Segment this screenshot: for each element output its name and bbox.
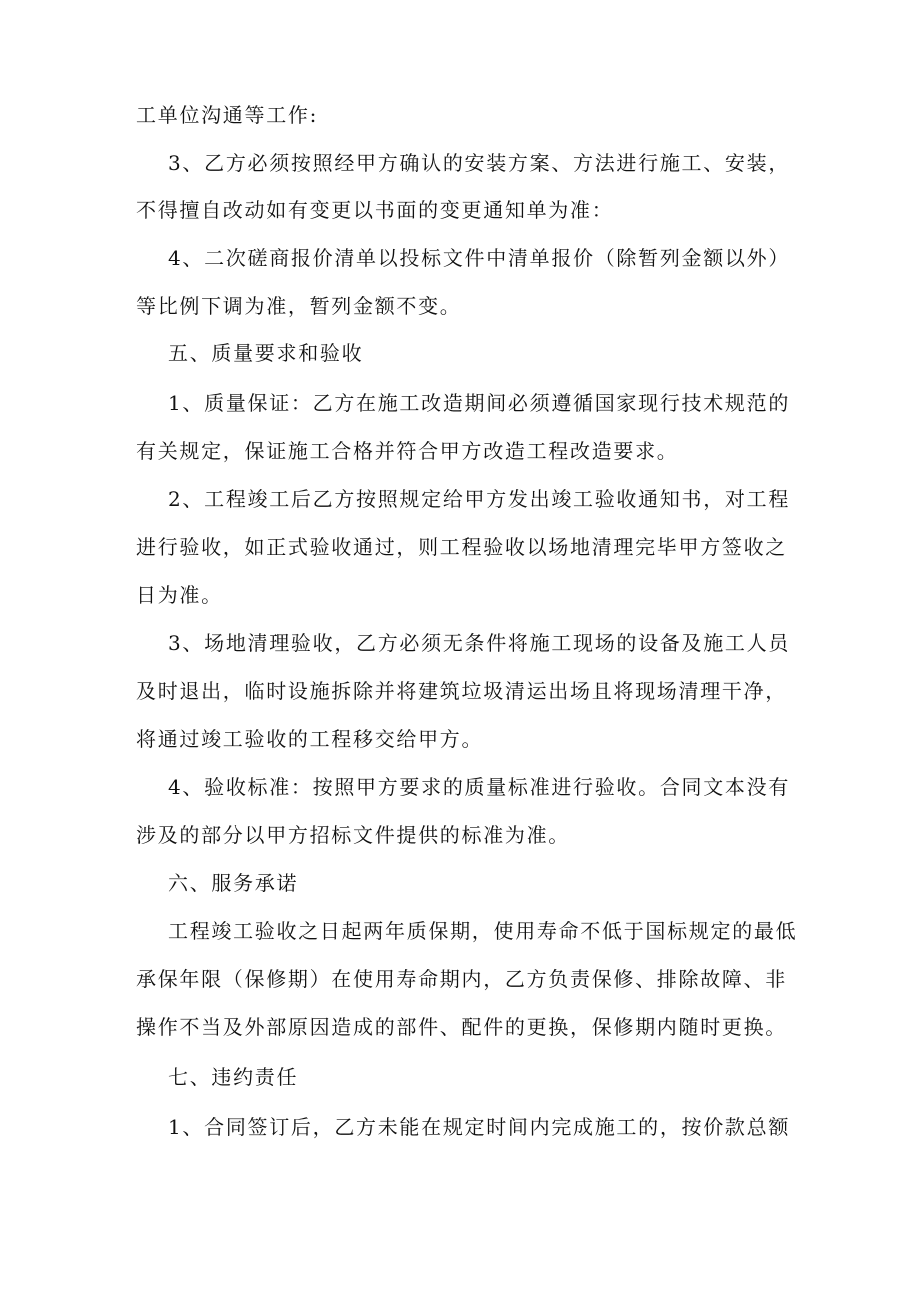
paragraph-line: 4、验收标准：按照甲方要求的质量标准进行验收。合同文本没有 <box>168 775 791 799</box>
paragraph-line: 不得擅自改动如有变更以书面的变更通知单为准： <box>136 198 614 222</box>
section-heading: 五、质量要求和验收 <box>168 341 364 365</box>
paragraph-line: 等比例下调为准，暂列金额不变。 <box>136 294 462 318</box>
paragraph-line: 3、场地清理验收，乙方必须无条件将施工现场的设备及施工人员 <box>168 631 791 655</box>
paragraph-line: 将通过竣工验收的工程移交给甲方。 <box>136 727 484 751</box>
paragraph-line: 4、二次磋商报价清单以投标文件中清单报价（除暂列金额以外） <box>168 246 791 270</box>
paragraph-line: 有关规定，保证施工合格并符合甲方改造工程改造要求。 <box>136 439 679 463</box>
paragraph-line: 操作不当及外部原因造成的部件、配件的更换，保修期内随时更换。 <box>136 1015 787 1039</box>
paragraph-line: 1、合同签订后，乙方未能在规定时间内完成施工的，按价款总额 <box>168 1115 791 1139</box>
paragraph-line: 承保年限（保修期）在使用寿命期内，乙方负责保修、排除故障、非 <box>136 967 787 991</box>
section-heading: 七、违约责任 <box>168 1065 299 1089</box>
section-heading: 六、服务承诺 <box>168 871 299 895</box>
paragraph-line: 2、工程竣工后乙方按照规定给甲方发出竣工验收通知书，对工程 <box>168 487 791 511</box>
paragraph-line: 进行验收，如正式验收通过，则工程验收以场地清理完毕甲方签收之 <box>136 535 787 559</box>
paragraph-line: 日为准。 <box>136 583 223 607</box>
paragraph-line: 及时退出，临时设施拆除并将建筑垃圾清运出场且将现场清理干净， <box>136 679 787 703</box>
paragraph-line: 3、乙方必须按照经甲方确认的安装方案、方法进行施工、安装， <box>168 151 791 175</box>
paragraph-line: 涉及的部分以甲方招标文件提供的标准为准。 <box>136 823 570 847</box>
paragraph-line: 1、质量保证：乙方在施工改造期间必须遵循国家现行技术规范的 <box>168 391 791 415</box>
paragraph-line: 工单位沟通等工作: <box>136 103 319 127</box>
paragraph-line: 工程竣工验收之日起两年质保期，使用寿命不低于国标规定的最低 <box>168 919 798 943</box>
